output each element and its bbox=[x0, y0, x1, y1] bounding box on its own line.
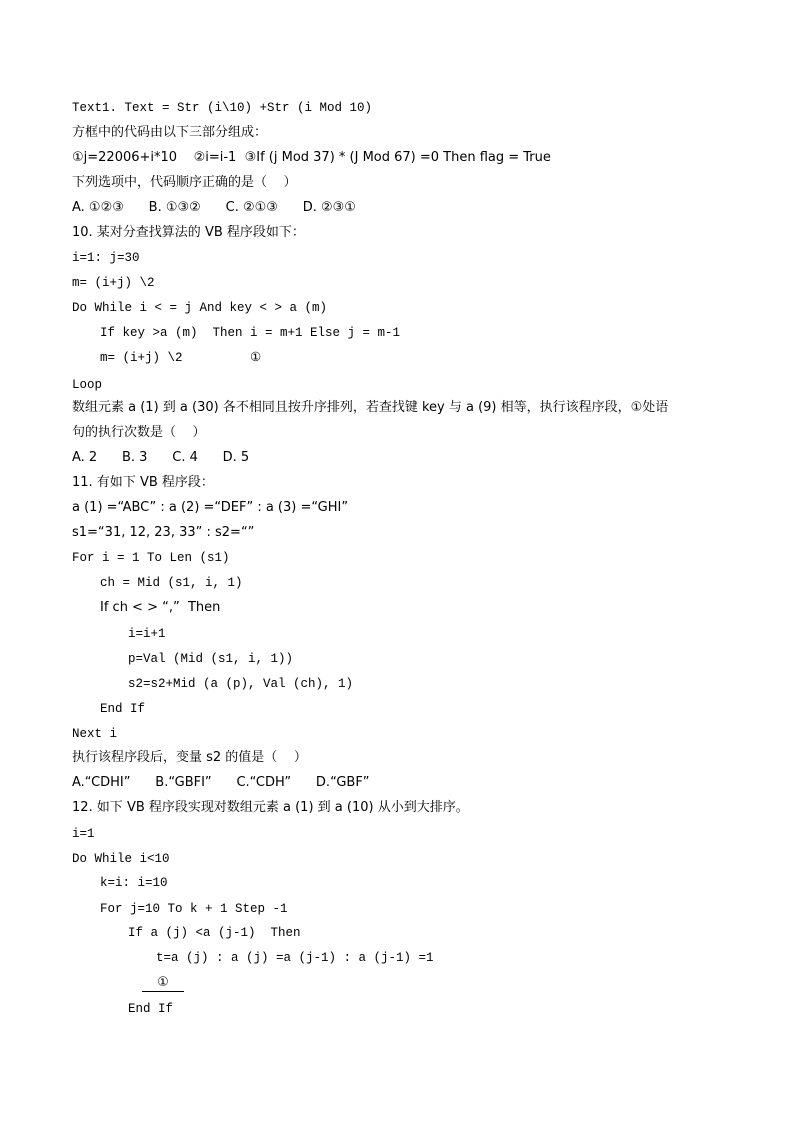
question-prompt: 执行该程序段后，变量 s2 的值是（ ） bbox=[72, 750, 307, 765]
code-line: Do While i<10 bbox=[72, 852, 170, 866]
code-line: For i = 1 To Len (s1) bbox=[72, 551, 230, 565]
code-line: If ch < > “,” Then bbox=[100, 600, 221, 615]
code-line: If a (j) <a (j-1) Then bbox=[128, 926, 301, 940]
code-parts-line: ①j=22006+i*10 ②i=i-1 ③If (j Mod 37) * (J Mod 67) =0 Then flag = True bbox=[72, 150, 551, 165]
code-line: Do While i < = j And key < > a (m) bbox=[72, 301, 328, 315]
code-line: p=Val (Mid (s1, i, 1)) bbox=[128, 652, 294, 666]
question-12-title: 12. 如下 VB 程序段实现对数组元素 a (1) 到 a (10) 从小到大排序。 bbox=[72, 800, 469, 815]
question-prompt: 下列选项中，代码顺序正确的是（ ） bbox=[72, 175, 297, 190]
answer-options: A. 2 B. 3 C. 4 D. 5 bbox=[72, 450, 250, 465]
code-line: i=1 bbox=[72, 827, 95, 841]
question-10-title: 10. 某对分查找算法的 VB 程序段如下： bbox=[72, 225, 305, 240]
code-line: For j=10 To k + 1 Step -1 bbox=[100, 902, 288, 916]
code-line: a (1) =“ABC” : a (2) =“DEF” : a (3) =“GHI” bbox=[72, 500, 349, 515]
answer-options: A.“CDHI” B.“GBFI” C.“CDH” D.“GBF” bbox=[72, 775, 370, 790]
code-line: i=1: j=30 bbox=[72, 251, 140, 265]
question-11-title: 11. 有如下 VB 程序段： bbox=[72, 475, 214, 490]
fill-in-blank-1: ① bbox=[142, 975, 184, 992]
code-line: k=i: i=10 bbox=[100, 876, 168, 890]
code-line: Loop bbox=[72, 378, 103, 392]
question-text: 方框中的代码由以下三部分组成： bbox=[72, 125, 268, 140]
code-line: Next i bbox=[72, 727, 118, 741]
code-line: End If bbox=[100, 702, 146, 716]
code-line: If key >a (m) Then i = m+1 Else j = m-1 bbox=[100, 326, 401, 340]
code-line: ch = Mid (s1, i, 1) bbox=[100, 576, 243, 590]
code-line: t=a (j) : a (j) =a (j-1) : a (j-1) =1 bbox=[156, 951, 434, 965]
code-line: End If bbox=[128, 1002, 174, 1016]
code-line: s1=“31, 12, 23, 33” : s2=“” bbox=[72, 525, 255, 540]
code-line: i=i+1 bbox=[128, 627, 166, 641]
code-line: m= (i+j) \2 bbox=[72, 276, 155, 290]
code-line: m= (i+j) \2 ① bbox=[100, 351, 262, 365]
question-text: 数组元素 a (1) 到 a (30) 各不相同且按升序排列，若查找键 key 与 a (9) 相等，执行该程序段，①处语 bbox=[72, 400, 669, 415]
code-line: Text1. Text = Str (i\10) +Str (i Mod 10) bbox=[72, 101, 373, 115]
question-text: 句的执行次数是（ ） bbox=[72, 425, 206, 440]
code-line: s2=s2+Mid (a (p), Val (ch), 1) bbox=[128, 677, 354, 691]
answer-options: A. ①②③ B. ①③② C. ②①③ D. ②③① bbox=[72, 200, 356, 215]
